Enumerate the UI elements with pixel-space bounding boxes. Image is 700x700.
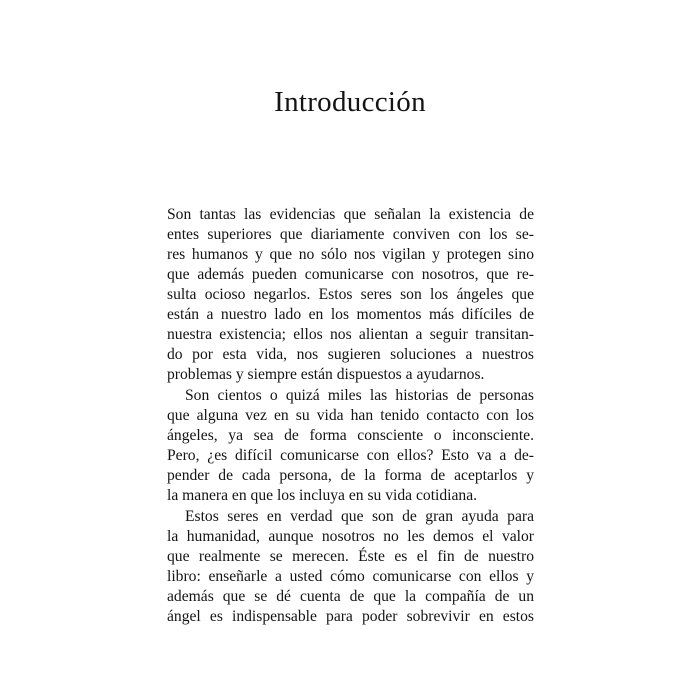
text-line: nuestra existencia; ellos nos alientan a seguir transitan- xyxy=(167,326,534,343)
text-line: además que se dé cuenta de que la compañía de un xyxy=(167,588,534,605)
text-line: la humanidad, aunque nosotros no les demos el valor xyxy=(167,528,534,545)
text-line: Pero, ¿es difícil comunicarse con ellos? Esto va a de- xyxy=(167,447,534,464)
text-line: la manera en que los incluya en su vida cotidiana. xyxy=(167,487,478,504)
text-line: res humanos y que no sólo nos vigilan y protegen sino xyxy=(167,246,534,263)
text-line: están a nuestro lado en los momentos más difíciles de xyxy=(167,306,534,323)
text-line: pender de cada persona, de la forma de aceptarlos y xyxy=(167,467,534,484)
text-line: Son cientos o quizá miles las historias de personas xyxy=(185,387,534,404)
chapter-title: Introducción xyxy=(274,86,426,118)
text-line: que además pueden comunicarse con nosotros, que re- xyxy=(167,266,534,283)
text-line: ángel es indispensable para poder sobrevivir en estos xyxy=(167,608,534,625)
text-line: ángeles, ya sea de forma consciente o inconsciente. xyxy=(167,427,534,444)
text-line: Estos seres en verdad que son de gran ayuda para xyxy=(185,508,534,525)
text-line: que realmente se merecen. Éste es el fin de nuestro xyxy=(167,548,534,565)
text-line: sulta ocioso negarlos. Estos seres son los ángeles que xyxy=(167,286,534,303)
text-line: que alguna vez en su vida han tenido contacto con los xyxy=(167,407,534,424)
text-line: do por esta vida, nos sugieren soluciones a nuestros xyxy=(167,346,534,363)
text-line: Son tantas las evidencias que señalan la existencia de xyxy=(167,206,534,223)
text-line: libro: enseñarle a usted cómo comunicarse con ellos y xyxy=(167,568,534,585)
text-line: entes superiores que diariamente conviven con los se- xyxy=(167,226,534,243)
text-line: problemas y siempre están dispuestos a ayudarnos. xyxy=(167,366,485,383)
